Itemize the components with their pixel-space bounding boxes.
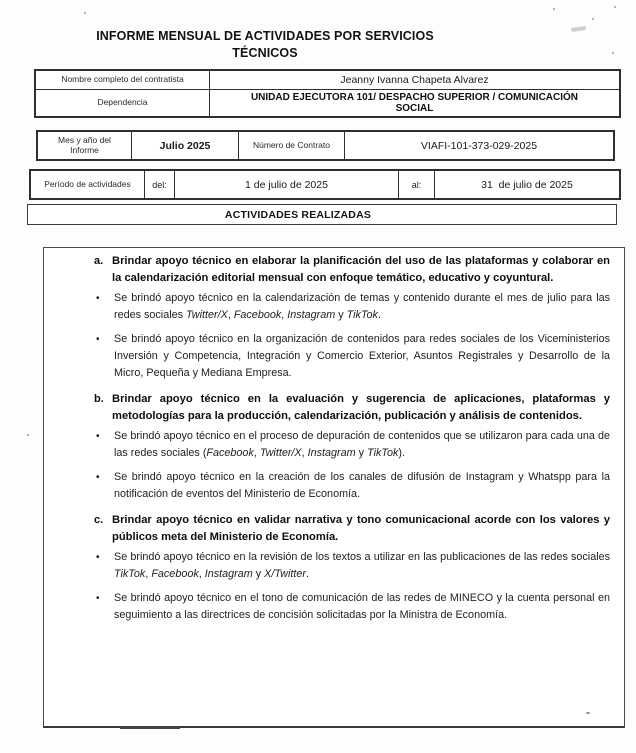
activity-heading (94, 512, 610, 546)
contractor-name-label: Nombre completo del contratista (36, 71, 210, 89)
report-month-value: Julio 2025 (132, 132, 239, 159)
bullet-dot-icon: • (96, 593, 100, 604)
contract-number-label: Número de Contrato (239, 132, 345, 159)
contractor-name-value: Jeanny Ivanna Chapeta Alvarez (340, 74, 489, 86)
activity-letter: a. (94, 255, 104, 267)
activity-heading (94, 391, 610, 425)
dependency-row (36, 90, 619, 116)
scan-speck (612, 52, 614, 54)
bullet-dot-icon: • (96, 552, 100, 563)
activity-bullet-text: Se brindó apoyo técnico en la creación de los canales de difusión de Instagram y Whatspp para la notificación de eventos del Ministerio de Economía. (114, 471, 610, 500)
activities-banner: ACTIVIDADES REALIZADAS (27, 204, 617, 225)
contract-number-value: VIAFI-101-373-029-2025 (420, 139, 538, 152)
report-month-label: Mes y año del Informe (38, 132, 132, 159)
activity-bullet-text: Se brindó apoyo técnico en la organización de contenidos para redes sociales de los Viceministerios Inversión y Competencia, Integración y Comercio Exterior, Asuntos Registrales y Desarrollo de la Micro, Pequeña y Mediana Empresa. (114, 333, 610, 379)
activity-section-a (94, 253, 610, 382)
activities-box (43, 247, 625, 728)
bullet-dot-icon: • (96, 293, 100, 304)
report-info-table (36, 130, 615, 161)
scan-border-artifact (120, 726, 180, 729)
period-label: Período de actividades (31, 171, 145, 198)
activity-heading-text: Brindar apoyo técnico en la evaluación y sugerencia de aplicaciones, plataformas y metodologías para la producción, calendarización, publicación y análisis de contenidos. (112, 393, 610, 422)
activity-heading (94, 253, 610, 287)
activity-heading-text: Brindar apoyo técnico en elaborar la planificación del uso de las plataformas y colaborar en la calendarización editorial mensual con enfoque temático, educativo y coyuntural. (112, 255, 610, 284)
scan-speck (592, 18, 594, 20)
bullet-dot-icon: • (96, 334, 100, 345)
period-from-label: del: (145, 171, 175, 198)
activity-section-b (94, 391, 610, 503)
bullet-dot-icon: • (96, 431, 100, 442)
activity-bullet-text: Se brindó apoyo técnico en el tono de comunicación de las redes de MINECO y la cuenta personal en seguimiento a las directrices de concisión solicitadas por la Ministra de Economía. (114, 592, 610, 621)
scan-speck (614, 6, 616, 8)
dependency-value: UNIDAD EJECUTORA 101/ DESPACHO SUPERIOR / COMUNICACIÓN SOCIAL (250, 92, 579, 114)
activity-bullet (94, 469, 610, 503)
activity-letter: b. (94, 393, 104, 405)
scan-smudge (571, 26, 586, 32)
activity-bullet (94, 331, 610, 382)
activity-bullet-text: Se brindó apoyo técnico en el proceso de depuración de contenidos que se utilizaron para cada una de las redes sociales (Facebook, Twitter/X, Instagram y TikTok). (114, 430, 610, 459)
activity-letter: c. (94, 514, 104, 526)
activity-bullet (94, 428, 610, 462)
scan-speck (586, 712, 590, 714)
activity-heading-text: Brindar apoyo técnico en validar narrativa y tono comunicacional acorde con los valores y públicos meta del Ministerio de Economía. (112, 514, 610, 543)
dependency-label: Dependencia (36, 90, 210, 116)
bullet-dot-icon: • (96, 472, 100, 483)
contractor-name-row (36, 71, 619, 90)
report-title-line2: TÉCNICOS (232, 46, 298, 60)
activity-bullet (94, 290, 610, 324)
activities-list (44, 248, 624, 624)
activity-bullet (94, 549, 610, 583)
contractor-table (34, 69, 621, 118)
period-table (29, 169, 621, 200)
activity-section-c (94, 512, 610, 624)
activity-bullet-text: Se brindó apoyo técnico en la calendarización de temas y contenido durante el mes de julio para las redes sociales Twitter/X, Facebook, Instagram y TikTok. (114, 292, 610, 321)
activity-bullet-text: Se brindó apoyo técnico en la revisión de los textos a utilizar en las publicaciones de las redes sociales TikTok, Facebook, Instagram y X/Twitter. (114, 551, 610, 580)
period-from-value: 1 de julio de 2025 (175, 171, 399, 198)
report-title-line1: INFORME MENSUAL DE ACTIVIDADES POR SERVICIOS (96, 29, 434, 43)
activity-bullet (94, 590, 610, 624)
period-to-value: 31 de julio de 2025 (481, 178, 573, 191)
scan-speck (553, 8, 555, 10)
report-title (0, 28, 530, 62)
scan-speck (84, 12, 86, 14)
period-to-label: al: (399, 171, 435, 198)
scan-speck (27, 434, 29, 436)
